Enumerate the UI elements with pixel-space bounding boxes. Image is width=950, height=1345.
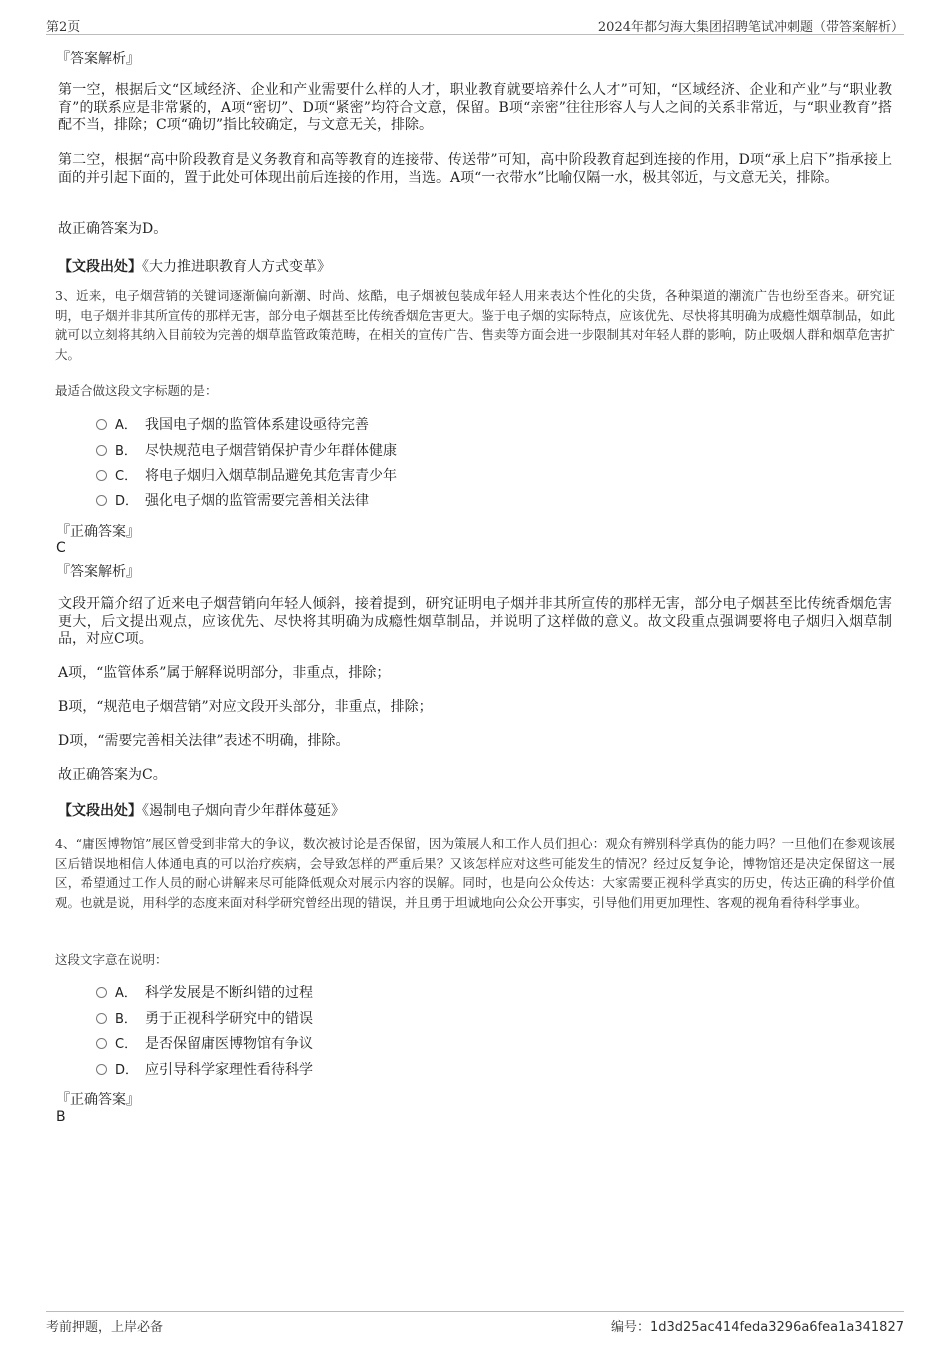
option-key: C． [115, 1037, 138, 1052]
option-text: 科学发展是不断纠错的过程 [145, 985, 313, 1001]
q2-analysis-label: 『答案解析』 [56, 51, 140, 67]
q3-option-c[interactable] [96, 466, 397, 486]
q3-option-d[interactable] [96, 491, 369, 511]
q2-analysis-paragraph-2: 第二空，根据“高中阶段教育是义务教育和高等教育的连接带、传送带”可知，高中阶段教育起到连接的作用，D项“承上启下”指承接上面的并引起下面的，置于此处可体现出前后连接的作用，当选。A项“一衣带水”比喻仅隔一水，极其邻近，与文意无关，排除。 [58, 152, 892, 186]
option-text: 强化电子烟的监管需要完善相关法律 [145, 493, 369, 509]
option-key: C． [115, 469, 138, 484]
option-text: 应引导科学家理性看待科学 [145, 1062, 313, 1078]
q3-source-title: 《遏制电子烟向青少年群体蔓延》 [142, 803, 345, 819]
q3-question: 最适合做这段文字标题的是： [55, 383, 218, 398]
option-key: B． [115, 444, 137, 459]
q3-source-label: 【文段出处】 [58, 803, 142, 819]
document-title: 2024年都匀海大集团招聘笔试冲刺题（带答案解析） [597, 20, 904, 35]
document-code [611, 1316, 904, 1335]
q4-option-d[interactable] [96, 1060, 313, 1080]
document-code-value: 1d3d25ac414feda3296a6fea1a341827 [649, 1320, 904, 1335]
option-text: 是否保留庸医博物馆有争议 [145, 1036, 313, 1052]
q3-answer: C [56, 540, 66, 556]
radio-icon[interactable] [96, 1013, 107, 1024]
radio-icon[interactable] [96, 445, 107, 456]
q3-conclusion: 故正确答案为C。 [58, 767, 167, 783]
document-code-label: 编号： [610, 1320, 650, 1335]
option-text: 勇于正视科学研究中的错误 [145, 1011, 313, 1027]
page-footer [46, 1311, 904, 1334]
radio-icon[interactable] [96, 419, 107, 430]
option-text: 将电子烟归入烟草制品避免其危害青少年 [145, 468, 397, 484]
q2-source [58, 256, 331, 276]
q3-option-a[interactable] [96, 415, 369, 435]
q3-stem: 3、近来，电子烟营销的关键词逐渐偏向新潮、时尚、炫酷，电子烟被包装成年轻人用来表达个性化的尖货，各种渠道的潮流广告也纷至沓来。研究证明，电子烟并非其所宣传的那样无害，部分电子烟甚至比传统香烟危害更大。鉴于电子烟的实际特点，应该优先、尽快将其明确为成瘾性烟草制品，如此就可以立刻将其纳入目前较为完善的烟草监管政策范畴，在相关的宣传广告、售卖等方面会进一步限制其对年轻人群的影响，防止吸烟人群和烟草危害扩大。 [55, 288, 895, 362]
q3-answer-label: 『正确答案』 [56, 524, 140, 540]
page-number: 第2页 [46, 20, 81, 35]
q4-question: 这段文字意在说明： [55, 952, 168, 967]
option-key: D． [115, 1063, 139, 1078]
radio-icon[interactable] [96, 495, 107, 506]
q4-option-c[interactable] [96, 1034, 313, 1054]
radio-icon[interactable] [96, 470, 107, 481]
page-header [46, 14, 904, 35]
q3-note-d: D项，“需要完善相关法律”表述不明确，排除。 [58, 733, 350, 749]
q3-source [58, 800, 345, 820]
q3-option-b[interactable] [96, 441, 397, 461]
q2-source-title: 《大力推进职教育人方式变革》 [142, 259, 331, 275]
radio-icon[interactable] [96, 1064, 107, 1075]
q3-analysis-label: 『答案解析』 [56, 564, 140, 580]
q4-option-b[interactable] [96, 1009, 313, 1029]
radio-icon[interactable] [96, 1038, 107, 1049]
option-key: A． [115, 986, 137, 1001]
option-key: A． [115, 418, 137, 433]
radio-icon[interactable] [96, 987, 107, 998]
q4-stem: 4、“庸医博物馆”展区曾受到非常大的争议，数次被讨论是否保留，因为策展人和工作人员们担心：观众有辨别科学真伪的能力吗？一旦他们在参观该展区后错误地相信人体通电真的可以治疗疾病，会导致怎样的严重后果？又该怎样应对这些可能发生的情况？经过反复争论，博物馆还是决定保留这一展区，希望通过工作人员的耐心讲解来尽可能降低观众对展示内容的误解。同时，也是向公众传达：大家需要正视科学真实的历史，传达正确的科学价值观。也就是说，用科学的态度来面对科学研究曾经出现的错误，并且勇于坦诚地向公众公开事实，引导他们用更加理性、客观的视角看待科学事业。 [55, 836, 895, 910]
q3-note-b: B项，“规范电子烟营销”对应文段开头部分，非重点，排除； [58, 699, 433, 715]
q3-note-a: A项，“监管体系”属于解释说明部分，非重点，排除； [58, 665, 391, 681]
q2-conclusion: 故正确答案为D。 [58, 221, 168, 237]
q4-answer-label: 『正确答案』 [56, 1092, 140, 1108]
option-key: B． [115, 1012, 137, 1027]
option-key: D． [115, 494, 139, 509]
footer-slogan: 考前押题，上岸必备 [46, 1320, 164, 1335]
q4-answer: B [56, 1109, 66, 1125]
q3-analysis: 文段开篇介绍了近来电子烟营销向年轻人倾斜，接着提到，研究证明电子烟并非其所宣传的那样无害，部分电子烟甚至比传统香烟危害更大，后文提出观点，应该优先、尽快将其明确为成瘾性烟草制品，并说明了这样做的意义。故文段重点强调要将电子烟归入烟草制品，对应C项。 [58, 596, 892, 647]
q4-option-a[interactable] [96, 983, 313, 1003]
option-text: 我国电子烟的监管体系建设亟待完善 [145, 417, 369, 433]
option-text: 尽快规范电子烟营销保护青少年群体健康 [145, 443, 397, 459]
q2-analysis-paragraph-1: 第一空，根据后文“区域经济、企业和产业需要什么样的人才，职业教育就要培养什么人才”可知，“区域经济、企业和产业”与“职业教育”的联系应是非常紧的，A项“密切”、D项“紧密”均符合文意，保留。B项“亲密”往往形容人与人之间的关系非常近，与“职业教育”搭配不当，排除；C项“确切”指比较确定，与文意无关，排除。 [58, 82, 892, 133]
q2-source-label: 【文段出处】 [58, 259, 142, 275]
